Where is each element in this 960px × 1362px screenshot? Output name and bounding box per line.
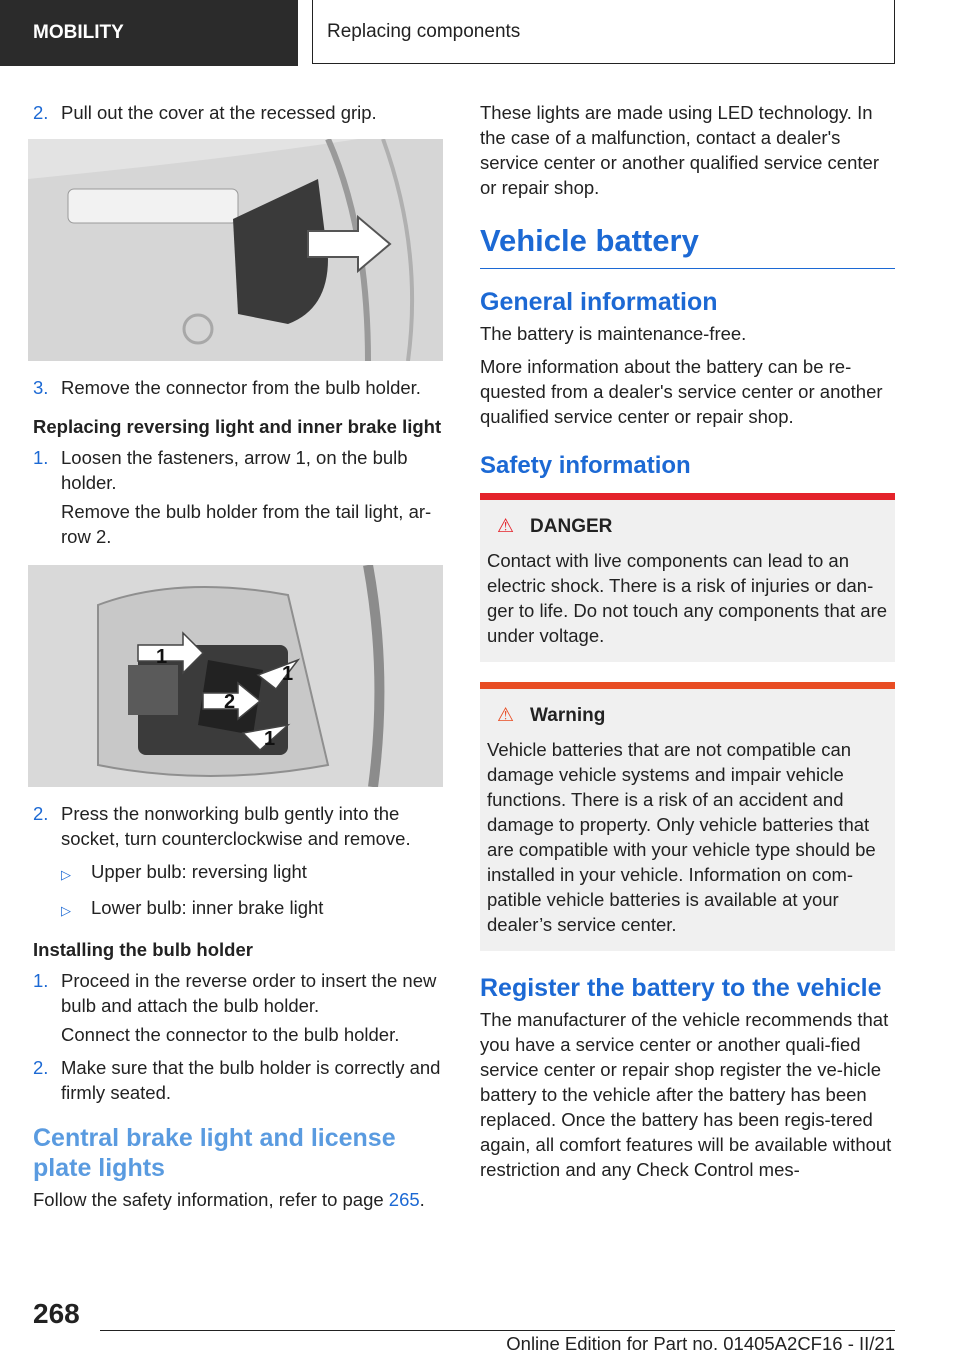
right-column bbox=[480, 100, 895, 1190]
warning-title: Warning bbox=[530, 705, 606, 726]
paragraph bbox=[33, 1187, 443, 1212]
step-subtext: Remove the bulb holder from the tail light, ar‐row 2. bbox=[61, 501, 432, 547]
section-heading-safety-information: Safety information bbox=[480, 452, 691, 479]
step-number: 2. bbox=[33, 102, 49, 123]
bullet-text: Upper bulb: reversing light bbox=[91, 861, 307, 882]
step-item bbox=[33, 375, 443, 400]
paragraph: The manufacturer of the vehicle recommends that you have a service center or another quali‐fied service center or repair shop register the ve‐hicle battery to the vehicle after the battery has been replaced. Once the battery has been regis‐tered again, all comfort features will be available without restriction and any Check Control mes- bbox=[480, 1009, 892, 1180]
step-item bbox=[33, 100, 443, 125]
step-number: 1. bbox=[33, 970, 49, 991]
page-header bbox=[0, 0, 895, 66]
warning-triangle-icon: ⚠ bbox=[497, 705, 515, 726]
section-heading-central-brake-light: Central brake light and license plate lights bbox=[33, 1124, 396, 1182]
danger-title: DANGER bbox=[530, 516, 613, 537]
page-number: 268 bbox=[33, 1298, 80, 1329]
subsection-heading: Replacing reversing light and inner brake light bbox=[33, 416, 442, 437]
left-column bbox=[33, 100, 443, 1220]
cover-recessed-grip-image bbox=[28, 139, 443, 361]
paragraph: More information about the battery can be re‐quested from a dealer's service center or another qualified service center or repair shop. bbox=[480, 356, 883, 427]
step-item bbox=[33, 801, 443, 851]
step-text: Proceed in the reverse order to insert the new bulb and attach the bulb holder. bbox=[61, 970, 437, 1016]
paragraph-text: Follow the safety information, refer to page bbox=[33, 1189, 389, 1210]
arrow-label: 1 bbox=[264, 728, 276, 750]
step-text: Remove the connector from the bulb holder. bbox=[61, 377, 421, 398]
step-number: 2. bbox=[33, 1057, 49, 1078]
section-heading-register-battery: Register the battery to the vehicle bbox=[480, 974, 882, 1002]
danger-header bbox=[487, 514, 888, 540]
paragraph-end: . bbox=[419, 1189, 425, 1210]
section-heading-general-information: General information bbox=[480, 288, 718, 316]
step-number: 1. bbox=[33, 447, 49, 468]
chapter-title: Replacing components bbox=[312, 0, 895, 64]
step-item bbox=[33, 445, 443, 495]
danger-text: Contact with live components can lead to an electric shock. There is a risk of injuries or dan‐ger to life. Do not touch any components that are under voltage. bbox=[487, 550, 888, 646]
step-item bbox=[33, 968, 443, 1018]
page-reference-link[interactable]: 265 bbox=[388, 1189, 420, 1210]
arrow-label: 1 bbox=[282, 663, 294, 685]
arrow-label: 2 bbox=[224, 691, 236, 713]
triangle-bullet-icon: ▷ bbox=[61, 903, 71, 918]
step-text: Pull out the cover at the recessed grip. bbox=[61, 102, 377, 123]
bullet-item bbox=[61, 859, 443, 887]
bulb-holder-image bbox=[28, 565, 443, 787]
step-item bbox=[33, 1055, 443, 1105]
step-text: Press the nonworking bulb gently into the socket, turn counterclockwise and remove. bbox=[61, 803, 411, 849]
step-number: 2. bbox=[33, 803, 49, 824]
triangle-bullet-icon: ▷ bbox=[61, 867, 71, 882]
danger-box bbox=[480, 493, 895, 662]
warning-text: Vehicle batteries that are not compatible can damage vehicle systems and impair vehicle functions. There is a risk of an accident and damage to property. Only vehicle batteries that are compatible with your vehicle type should be installed in your vehicle. Information on com‐patible vehicle batteries is available at your dealer’s service center. bbox=[487, 739, 876, 935]
paragraph: These lights are made using LED technology. In the case of a malfunction, contact a dealer's service center or another qualified service center or repair shop. bbox=[480, 102, 879, 198]
chapter-heading-vehicle-battery: Vehicle battery bbox=[480, 222, 895, 269]
bullet-text: Lower bulb: inner brake light bbox=[91, 897, 324, 918]
warning-triangle-icon: ⚠ bbox=[497, 516, 515, 537]
warning-header bbox=[487, 703, 888, 729]
arrow-label: 1 bbox=[156, 646, 168, 668]
bullet-item bbox=[61, 895, 443, 923]
step-text: Loosen the fasteners, arrow 1, on the bulb holder. bbox=[61, 447, 408, 493]
step-subtext: Connect the connector to the bulb holder. bbox=[61, 1024, 400, 1045]
paragraph: The battery is maintenance-free. bbox=[480, 323, 747, 344]
warning-box bbox=[480, 682, 895, 951]
section-tab: MOBILITY bbox=[0, 0, 298, 66]
step-number: 3. bbox=[33, 377, 49, 398]
footer-divider bbox=[100, 1330, 895, 1331]
subsection-heading: Installing the bulb holder bbox=[33, 939, 253, 960]
bulb-holder-illustration bbox=[28, 565, 443, 787]
edition-info: Online Edition for Part no. 01405A2CF16 - II/21 bbox=[506, 1333, 895, 1354]
step-text: Make sure that the bulb holder is correctly and firmly seated. bbox=[61, 1057, 441, 1103]
cover-illustration bbox=[28, 139, 443, 361]
